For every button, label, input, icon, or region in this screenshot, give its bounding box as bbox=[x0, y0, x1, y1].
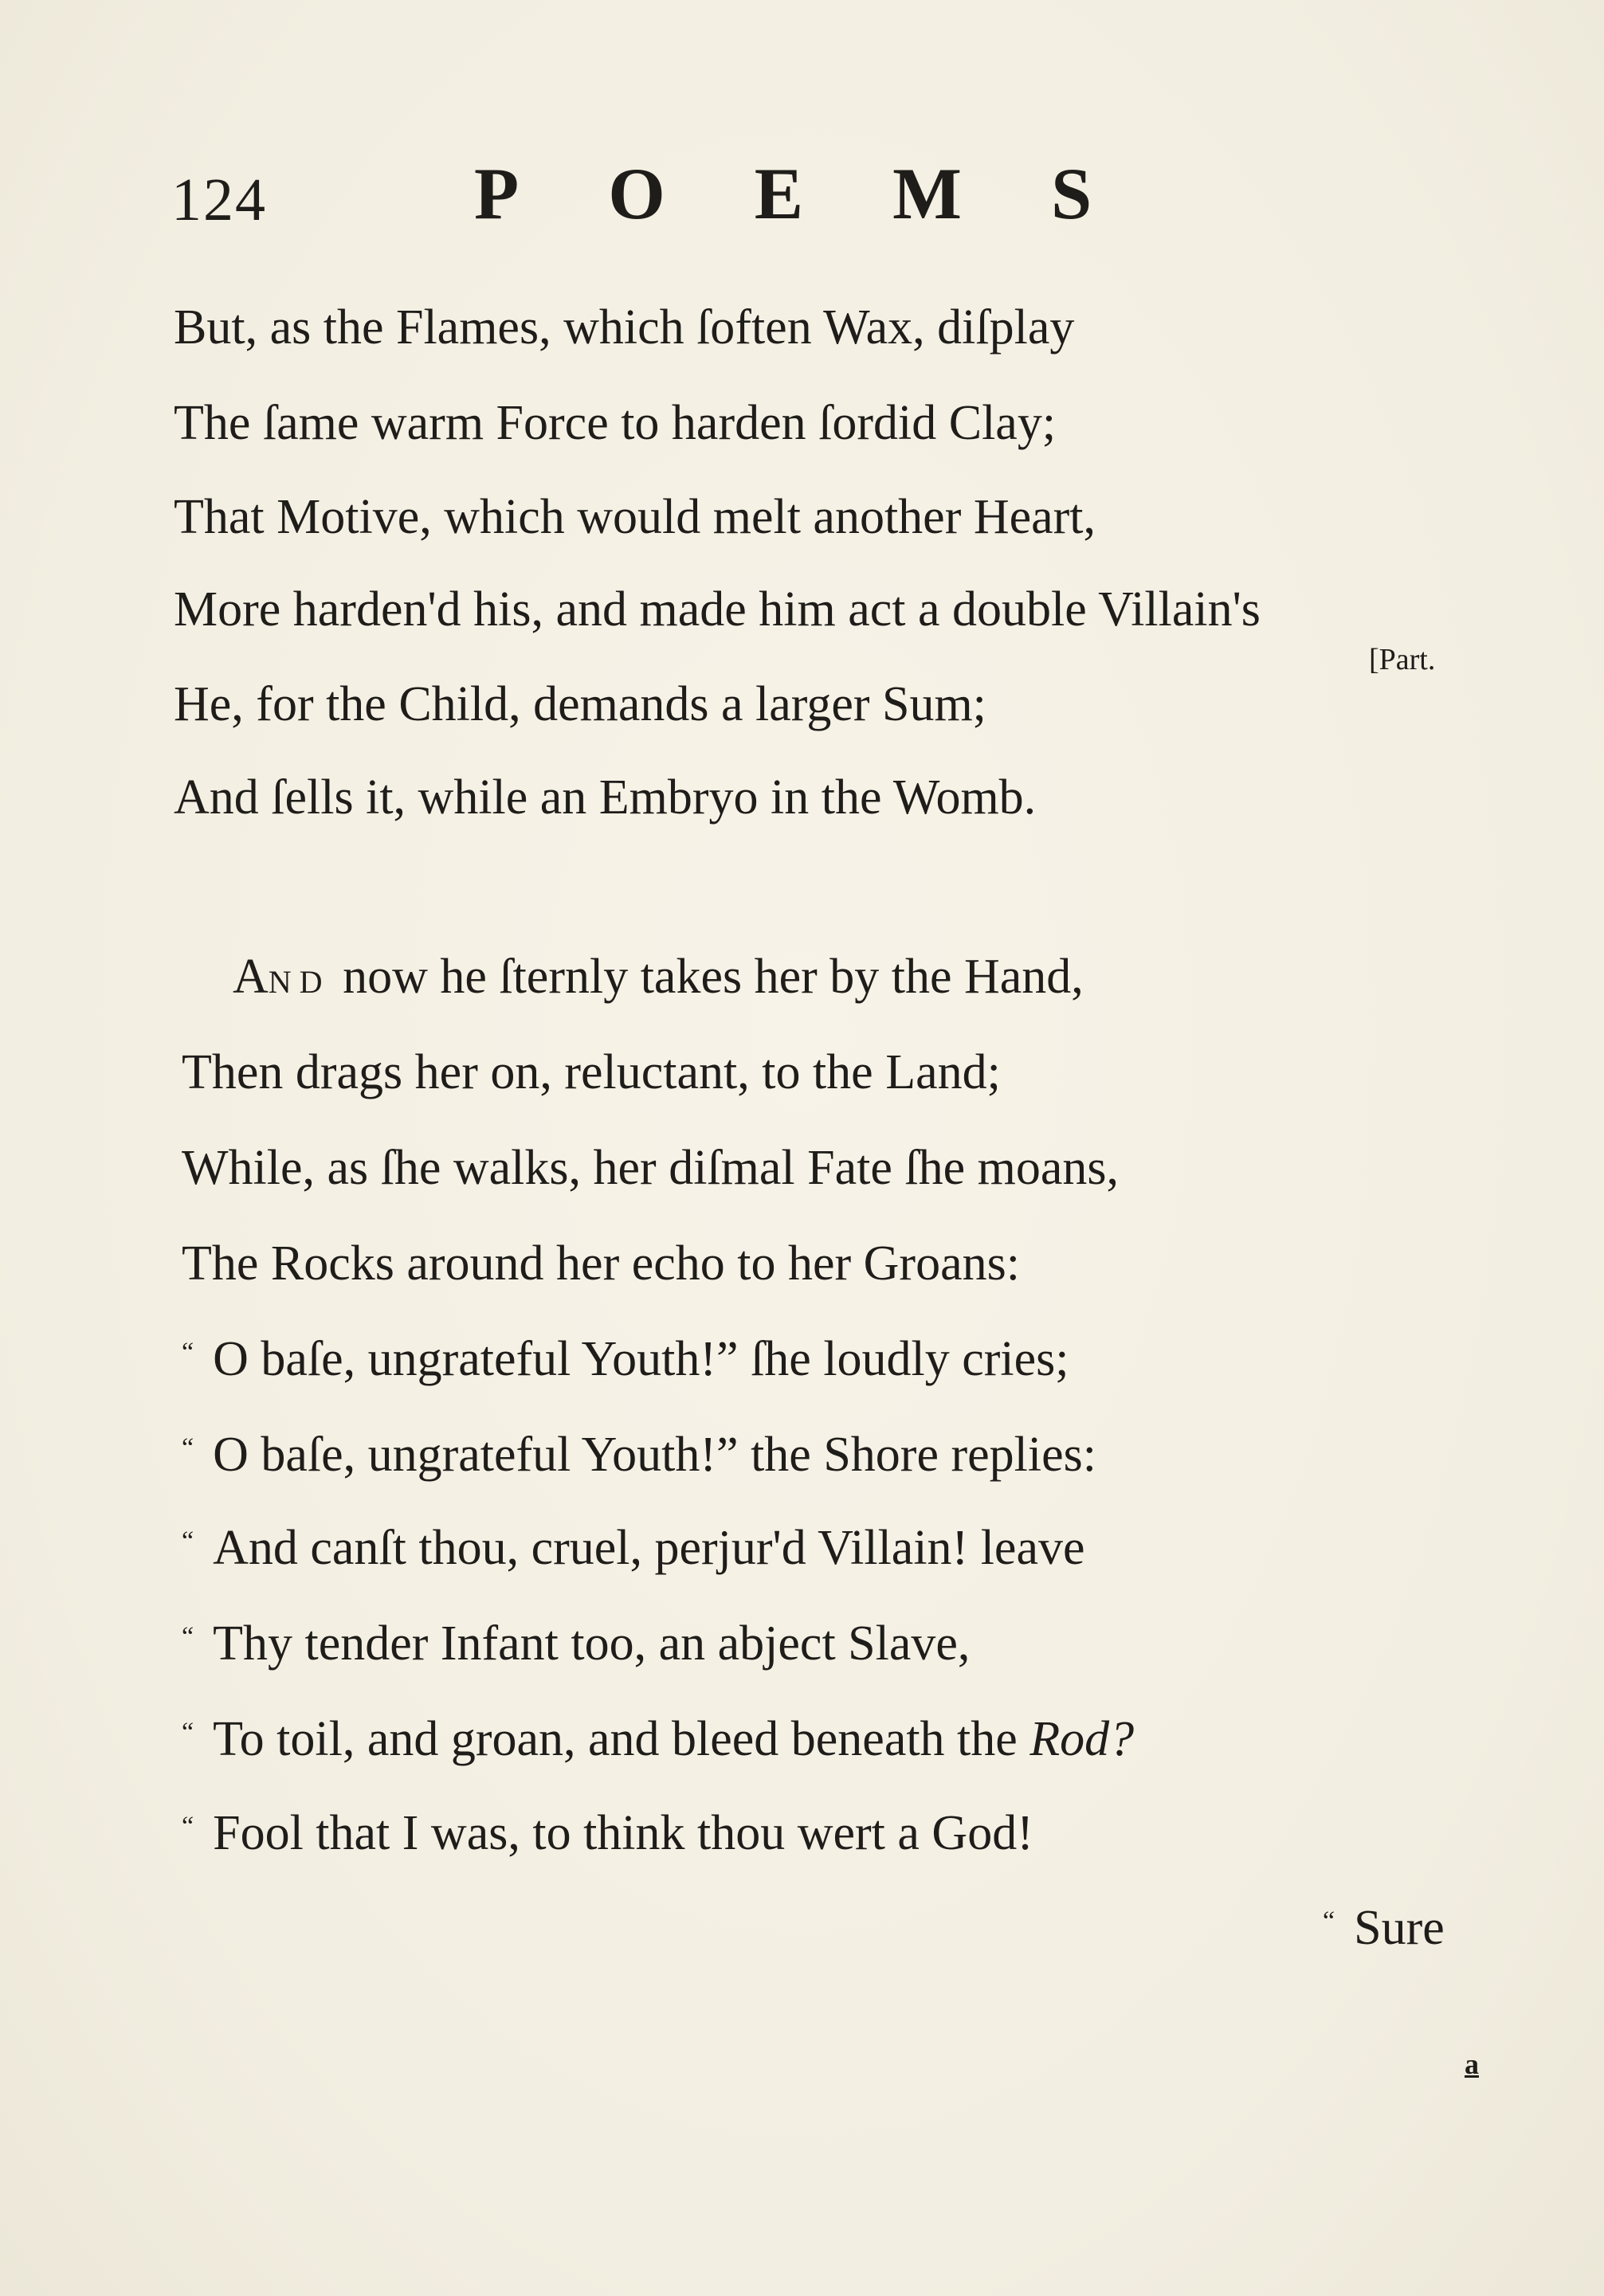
page-number: 124 bbox=[171, 167, 267, 233]
quoted-verse-line bbox=[182, 1714, 1134, 1764]
verse-line: That Motive, which would melt another Heart, bbox=[174, 490, 1096, 544]
verse-text: now he ſternly takes her by the Hand, bbox=[330, 950, 1084, 1004]
quote-mark: “ bbox=[1323, 1906, 1335, 1936]
verse-text: Fool that I was, to think thou wert a God! bbox=[213, 1806, 1033, 1860]
verse-line: The Rocks around her echo to her Groans: bbox=[182, 1236, 1020, 1291]
initial-letter: A bbox=[233, 950, 269, 1004]
verse-text: Thy tender Infant too, an abject Slave, bbox=[213, 1616, 971, 1671]
quote-mark: “ bbox=[182, 1622, 194, 1651]
quoted-verse-line bbox=[182, 1616, 971, 1671]
quoted-verse-line bbox=[182, 1334, 1069, 1384]
catchword bbox=[1323, 1900, 1445, 1957]
verse-text: And canſt thou, cruel, perjur'd Villain! leave bbox=[213, 1521, 1085, 1575]
verse-text: To toil, and groan, and bleed beneath the bbox=[213, 1712, 1030, 1766]
quote-mark: “ bbox=[182, 1812, 194, 1841]
quoted-verse-line bbox=[182, 1808, 1033, 1858]
signature-mark: a bbox=[1465, 2048, 1479, 2080]
verse-line: He, for the Child, demands a larger Sum; bbox=[174, 677, 986, 731]
verse-line: While, as ſhe walks, her diſmal Fate ſhe moans, bbox=[182, 1141, 1119, 1195]
quote-mark: “ bbox=[182, 1718, 194, 1747]
verse-line: More harden'd his, and made him act a double Villain's bbox=[174, 582, 1261, 637]
verse-line-first bbox=[233, 950, 1084, 1004]
quote-mark: “ bbox=[182, 1526, 194, 1556]
verse-line: The ſame warm Force to harden ſordid Clay; bbox=[174, 396, 1057, 450]
verse-line: Then drags her on, reluctant, to the Land; bbox=[182, 1045, 1001, 1099]
catchword-text: Sure bbox=[1354, 1901, 1445, 1955]
verse-text: O baſe, ungrateful Youth!” the Shore replies: bbox=[213, 1428, 1096, 1482]
quote-mark: “ bbox=[182, 1338, 194, 1367]
verse-line: But, as the Flames, which ſoften Wax, diſplay bbox=[174, 300, 1075, 355]
verse-text: O baſe, ungrateful Youth!” ſhe loudly cries; bbox=[213, 1332, 1069, 1386]
verse-line: And ſells it, while an Embryo in the Womb. bbox=[174, 770, 1037, 825]
quoted-verse-line bbox=[182, 1523, 1084, 1573]
quote-mark: “ bbox=[182, 1433, 194, 1463]
stanza-2 bbox=[182, 0, 1536, 1912]
running-head: POEMS bbox=[474, 153, 1182, 234]
quoted-verse-line bbox=[182, 1428, 1096, 1482]
small-caps: ND bbox=[268, 964, 331, 1000]
italic-word: Rod? bbox=[1029, 1712, 1135, 1766]
part-catchword: [Part. bbox=[1369, 643, 1436, 676]
